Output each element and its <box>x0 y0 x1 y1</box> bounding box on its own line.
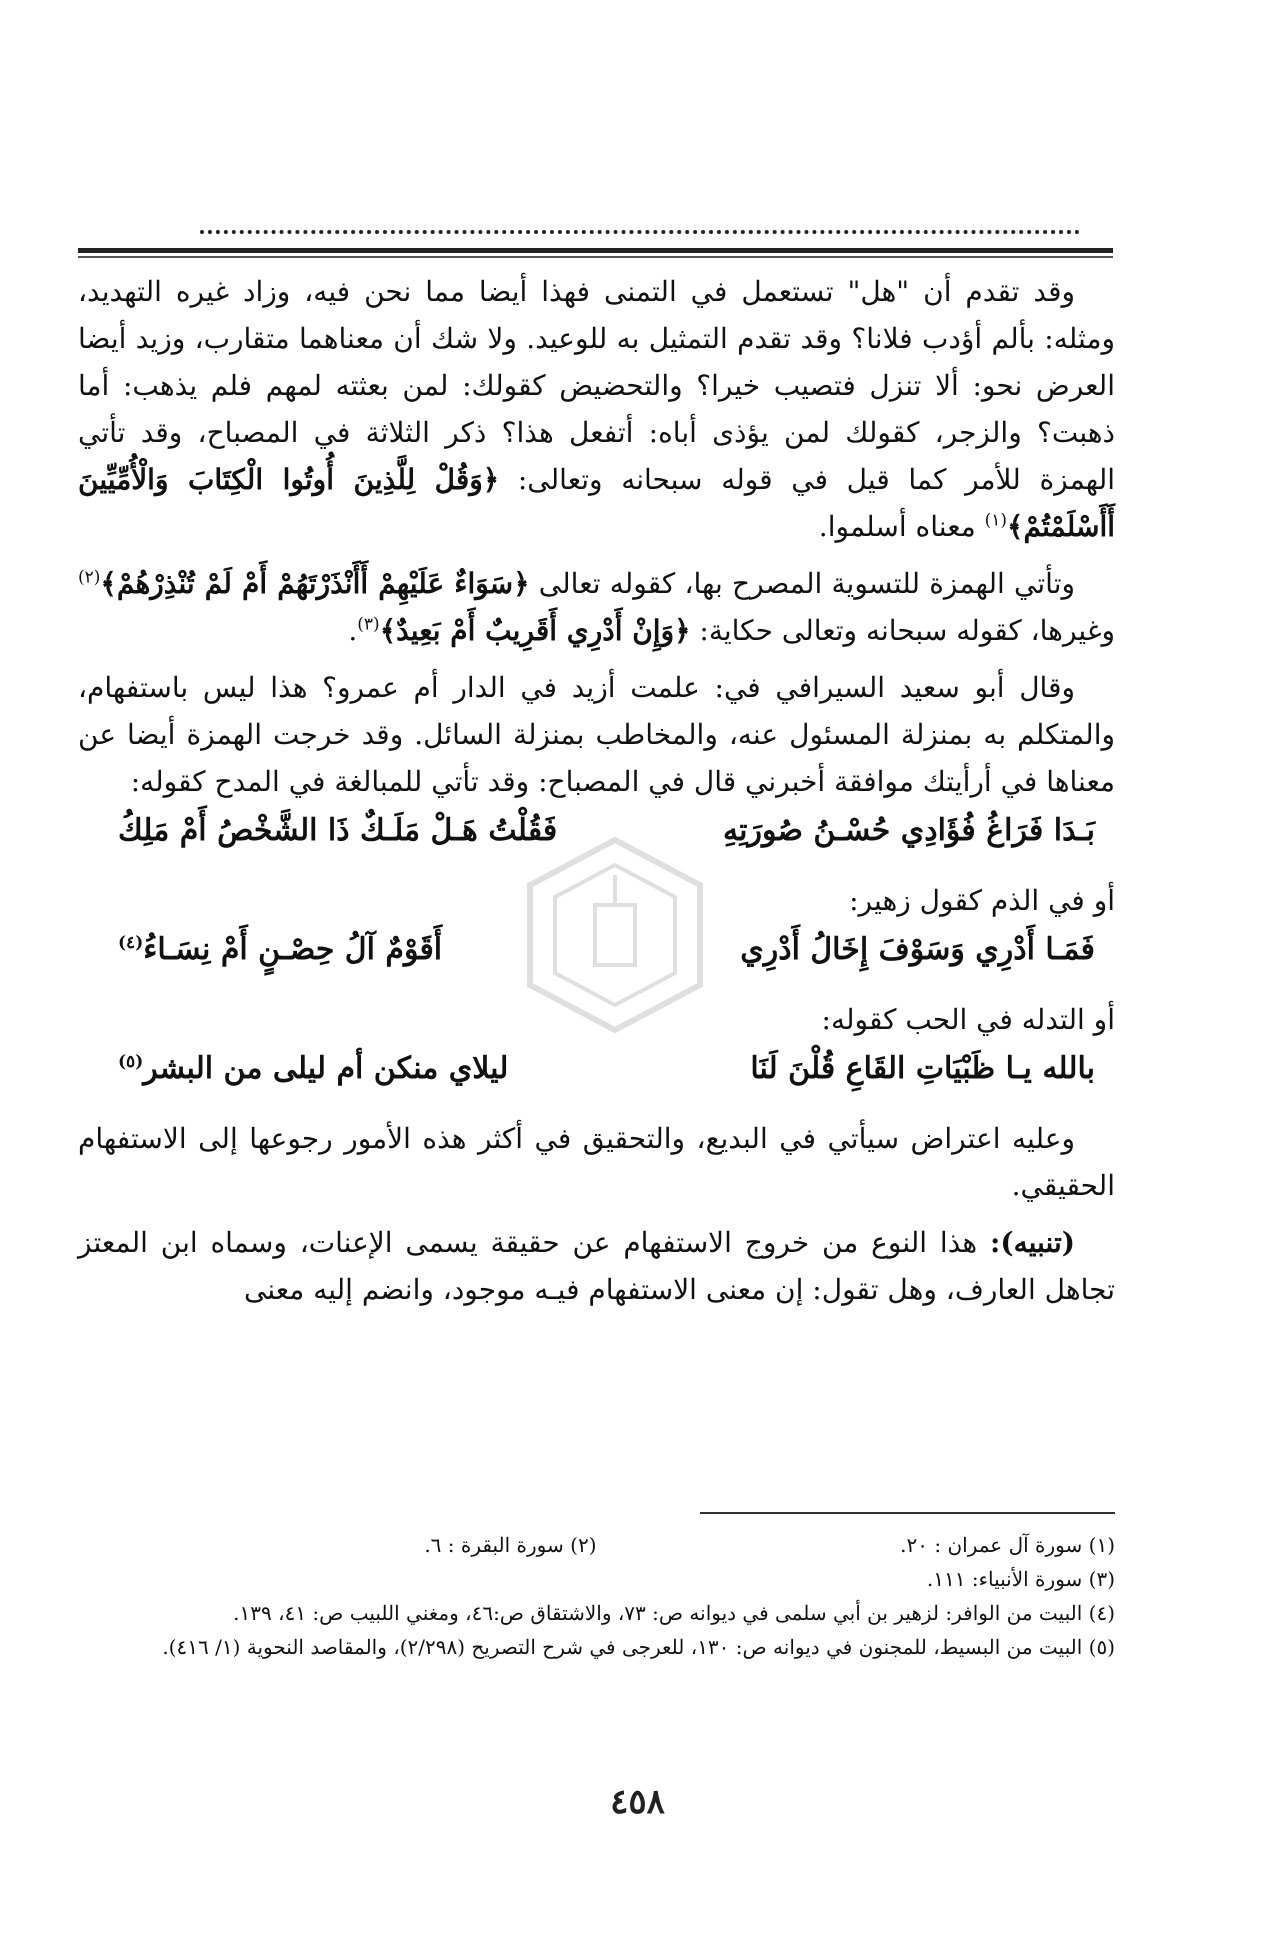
footnote-2: (٢) سورة البقرة : ٦. <box>424 1533 597 1557</box>
verse-3-second-hemistich: ليلاي منكن أم ليلى من البشر <box>143 1051 509 1086</box>
footnote-ref-4: (٤) <box>118 933 144 953</box>
quran-verse-2: ﴿سَوَاءٌ عَلَيْهِمْ أَأَنْذَرْتَهُمْ أَمْ لَمْ تُنْذِرْهُمْ﴾ <box>100 567 530 600</box>
paragraph-7 <box>78 1219 1115 1313</box>
main-text <box>78 268 1115 1313</box>
verse-3-second-hemistich-wrap <box>118 1043 508 1095</box>
quran-verse-3: ﴿وَإِنْ أَدْرِي أَقَرِيبٌ أَمْ بَعِيدٌ﴾ <box>379 614 691 647</box>
verse-2-second-hemistich: أَقَوْمٌ آلُ حِصْـنٍ أَمْ نِسَـاءُ <box>143 932 443 967</box>
paragraph-2-mid: وغيرها، كقوله سبحانه وتعالى حكاية: <box>690 614 1115 647</box>
header-rule-thick <box>78 248 1113 253</box>
page-number: ٤٥٨ <box>610 1782 665 1822</box>
quran-verse-1: ﴿وَقُلْ لِلَّذِينَ أُوتُوا الْكِتَابَ وَالْأُمِّيِّينَ أَأَسْلَمْتُمْ﴾ <box>78 463 1115 543</box>
paragraph-5: أو التدله في الحب كقوله: <box>821 1003 1115 1036</box>
paragraph-3: وقال أبو سعيد السيرافي في: علمت أزيد في الدار أم عمرو؟ هذا ليس باستفهام، والمتكلم به بمنزلة المسئول عنه، والمخاطب بمنزلة السائل. وقد خرجت الهمزة أيضا عن معناها في أرأيتك موافقة أخبرني قال في المصباح: وقد تأتي للمبالغة في المدح كقوله: <box>78 671 1115 798</box>
paragraph-1-end: معناه أسلموا. <box>818 510 985 543</box>
poem-verse-2 <box>78 924 1115 976</box>
footnote-5: (٥) البيت من البسيط، للمجنون في ديوانه ص: ١٣٠، للعرجى في شرح التصريح (٢/٢٩٨)، والمقاصد النحوية (١/ ٤١٦). <box>162 1635 1115 1659</box>
verse-2-first-hemistich: فَمَـا أَدْرِي وَسَوْفَ إِخَالُ أَدْرِي <box>740 932 1095 967</box>
paragraph-4: أو في الذم كقول زهير: <box>849 884 1115 917</box>
footnote-3: (٣) سورة الأنبياء: ١١١. <box>926 1567 1115 1591</box>
verse-1-first-hemistich: بَـدَا فَرَاغُ فُؤَادِي حُسْـنُ صُورَتِهِ <box>723 813 1095 848</box>
verse-3-first-hemistich: بالله يـا ظَبْيَاتِ القَاعِ قُلْنَ لَنَا <box>750 1051 1095 1086</box>
footnote-row-1 <box>78 1528 1115 1562</box>
paragraph-7-text: هذا النوع من خروج الاستفهام عن حقيقة يسمى الإعنات، وسماه ابن المعتز تجاهل العارف، وهل تقول: إن معنى الاستفهام فيـه موجود، وانضم إليه معنى <box>78 1226 1115 1306</box>
footnote-ref-1: (١) <box>984 510 1008 531</box>
paragraph-1-text: وقد تقدم أن "هل" تستعمل في التمنى فهذا أيضا مما نحن فيه، وزاد غيره التهديد، ومثله: بألم أؤدب فلانا؟ وقد تقدم التمثيل به للوعيد. ولا شك أن معناهما متقارب، وزيد أيضا العرض نحو: ألا تنزل فتصيب خيرا؟ والتحضيض كقولك: لمن بعثته لمهم فلم يذهب: أما ذهبت؟ والزجر، كقولك لمن يؤذى أباه: أتفعل هذا؟ ذكر الثلاثة في المصباح، وقد تأتي الهمزة للأمر كما قيل في قوله سبحانه وتعالى: <box>78 275 1116 496</box>
footnote-ref-2: (٢) <box>78 567 101 588</box>
verse-2-second-hemistich-wrap <box>118 924 442 976</box>
header-dotted-rule <box>200 230 1080 234</box>
paragraph-1 <box>78 268 1115 550</box>
paragraph-6: وعليه اعتراض سيأتي في البديع، والتحقيق في أكثر هذه الأمور رجوعها إلى الاستفهام الحقيقي. <box>78 1122 1115 1202</box>
poem-verse-3 <box>78 1043 1115 1095</box>
footnote-separator <box>700 1512 1115 1514</box>
footnote-4: (٤) البيت من الوافر: لزهير بن أبي سلمى في ديوانه ص: ٧٣، والاشتقاق ص:٤٦، ومغني اللبيب ص: ٤١، ١٣٩. <box>233 1601 1115 1625</box>
footnote-ref-3: (٣) <box>357 614 380 635</box>
header-rule-thin <box>78 256 1113 258</box>
paragraph-2-start: وتأتي الهمزة للتسوية المصرح بها، كقوله تعالى <box>529 567 1076 600</box>
footnote-1: (١) سورة آل عمران : ٢٠. <box>900 1533 1115 1557</box>
footnotes <box>78 1528 1115 1664</box>
note-label: (تنبيه): <box>990 1226 1075 1259</box>
footnote-ref-5: (٥) <box>118 1052 144 1072</box>
paragraph-2-end: . <box>348 614 358 647</box>
verse-1-second-hemistich: فَقُلْتُ هَـلْ مَلَـكٌ ذَا الشَّخْصُ أَمْ مَلِكُ <box>118 813 558 848</box>
poem-verse-1 <box>78 805 1115 857</box>
paragraph-2 <box>78 560 1115 654</box>
